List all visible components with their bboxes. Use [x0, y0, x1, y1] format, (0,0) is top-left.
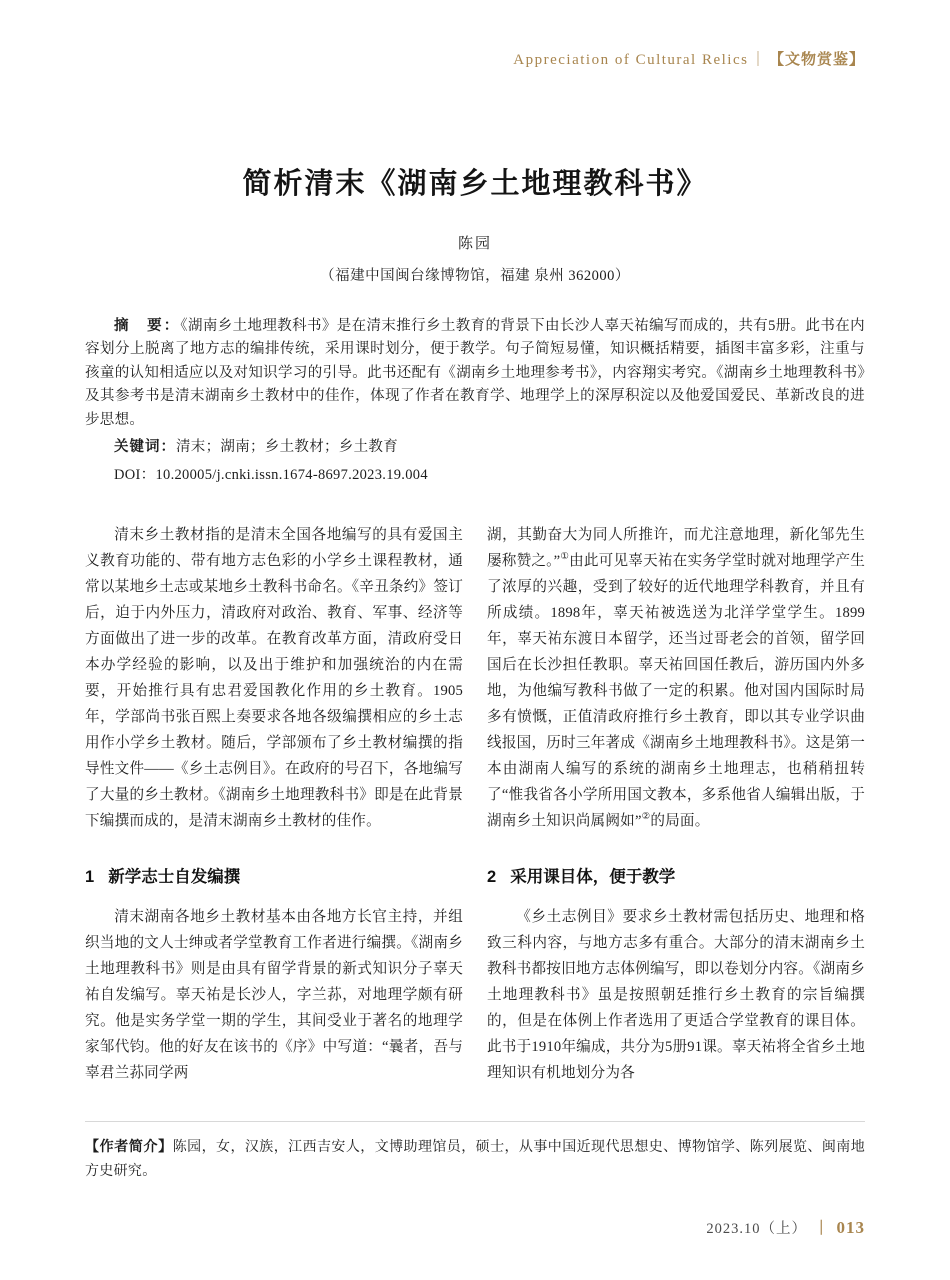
section-1-number: 1	[85, 868, 95, 887]
continuation-paragraph	[487, 523, 865, 835]
continuation-text-b: 由此可见辜天祐在实务学堂时就对地理学产生了浓厚的兴趣，受到了较好的近代地理学科教育，并且有所成绩。1898年，辜天祐被选送为北洋学堂学生。1899年，辜天祐东渡日本留学，还当过哥老会的首领，留学回国后在长沙担任教职。辜天祐回国任教后，游历国内外多地，为他编写教科书做了一定的积累。他对国内国际时局多有愤慨，正值清政府推行乡土教育，即以其专业学识曲线报国，历时三年著成《湖南乡土地理教科书》。这是第一本由湖南人编写的系统的湖南乡土地理志，也稍稍扭转了“惟我省各小学所用国文教本，多系他省人编辑出版，于湖南乡土知识尚属阙如”	[487, 553, 865, 830]
abstract-text: 《湖南乡土地理教科书》是在清末推行乡土教育的背景下由长沙人辜天祐编写而成的，共有5册。此书在内容划分上脱离了地方志的编排传统，采用课时划分，便于教学。句子简短易懂，知识概括精要，插图丰富多彩，注重与孩童的认知相适应以及对知识学习的引导。此书还配有《湖南乡土地理参考书》，内容翔实考究。《湖南乡土地理教科书》及其参考书是清末湖南乡土教材中的佳作，体现了作者在教育学、地理学上的深厚积淀以及他爱国爱民、革新改良的进步思想。	[85, 318, 865, 428]
article-author: 陈园	[457, 236, 492, 252]
section-2-paragraph: 《乡土志例目》要求乡土教材需包括历史、地理和格致三科内容，与地方志多有重合。大部分的清末湖南乡土教科书都按旧地方志体例编写，即以卷划分内容。《湖南乡土地理教科书》虽是按照朝廷推行乡土教育的宗旨编撰的，但是在体例上作者选用了更适合学堂教育的课目体。此书于1910年编成，共分为5册91课。辜天祐将全省乡土地理知识有机地划分为各	[487, 909, 865, 1081]
page-footer-folio	[706, 1217, 865, 1238]
journal-header	[85, 0, 865, 69]
header-separator: ｜	[750, 52, 767, 68]
keywords-line	[85, 436, 865, 459]
section-2-heading	[487, 863, 865, 887]
abstract-paragraph	[85, 315, 865, 432]
page-number: 013	[836, 1218, 865, 1237]
author-bio-label: 【作者简介】	[85, 1139, 173, 1155]
section-2-title: 采用课目体，便于教学	[510, 868, 676, 887]
abstract-label: 摘 要：	[114, 318, 181, 334]
author-bio-text: 陈园，女，汉族，江西吉安人，文博助理馆员，硕士，从事中国近现代思想史、博物馆学、陈列展览、闽南地方史研究。	[85, 1139, 865, 1180]
keywords-text: 清末；湖南；乡土教材；乡土教育	[176, 439, 398, 456]
author-bio-block	[85, 1121, 865, 1185]
section-1-title: 新学志士自发编撰	[108, 868, 241, 887]
article-title: 简析清末《湖南乡土地理教科书》	[242, 168, 708, 200]
doi-text: 10.20005/j.cnki.issn.1674-8697.2023.19.004	[155, 466, 428, 483]
doi-line	[85, 464, 865, 487]
issue-label: 2023.10（上）	[706, 1221, 807, 1237]
keywords-label: 关键词：	[114, 439, 176, 456]
doi-label: DOI：	[114, 466, 156, 483]
journal-title-english: Appreciation of Cultural Relics	[513, 52, 749, 68]
left-column	[85, 523, 463, 1086]
intro-paragraph: 清末乡土教材指的是清末全国各地编写的具有爱国主义教育功能的、带有地方志色彩的小学乡土课程教材，通常以某地乡土志或某地乡土教科书命名。《辛丑条约》签订后，迫于内外压力，清政府对政治、教育、军事、经济等方面做出了进一步的改革。在教育改革方面，清政府受日本办学经验的影响，以及出于维护和加强统治的内在需要，开始推行具有忠君爱国教化作用的乡土教育。1905年，学部尚书张百熙上奏要求各地各级编撰相应的乡土志用作小学乡土教材。随后，学部颁布了乡土教材编撰的指导性文件——《乡土志例目》。在政府的号召下，各地编写了大量的乡土教材。《湖南乡土地理教科书》即是在此背景下编撰而成的，是清末湖南乡土教材的佳作。	[85, 527, 463, 830]
folio-separator: ｜	[814, 1221, 830, 1237]
continuation-text-a: 湖，其勤奋大为同人所推许，而尤注意地理，新化邹先生屡称赞之。”	[487, 527, 865, 570]
footnote-marker-2: ②	[641, 812, 651, 823]
article-affiliation: （福建中国闽台缘博物馆，福建 泉州 362000）	[320, 268, 630, 284]
right-column	[487, 523, 865, 1086]
journal-section-chinese: 【文物赏鉴】	[768, 52, 865, 68]
continuation-text-c: 的局面。	[650, 813, 710, 830]
author-bio-paragraph	[85, 1136, 865, 1185]
section-1-paragraph: 清末湖南各地乡土教材基本由各地方长官主持，并组织当地的文人士绅或者学堂教育工作者进行编撰。《湖南乡土地理教科书》则是由具有留学背景的新式知识分子辜天祐自发编写。辜天祐是长沙人，字兰荪，对地理学颇有研究。他是实务学堂一期的学生，其间受业于著名的地理学家邹代钧。他的好友在该书的《序》中写道：“曩者，吾与辜君兰荪同学两	[85, 909, 463, 1081]
section-1-heading	[85, 863, 463, 887]
abstract-block	[85, 315, 865, 487]
two-column-body	[85, 523, 865, 1086]
footnote-marker-1: ①	[560, 552, 570, 563]
section-2-number: 2	[487, 868, 497, 887]
